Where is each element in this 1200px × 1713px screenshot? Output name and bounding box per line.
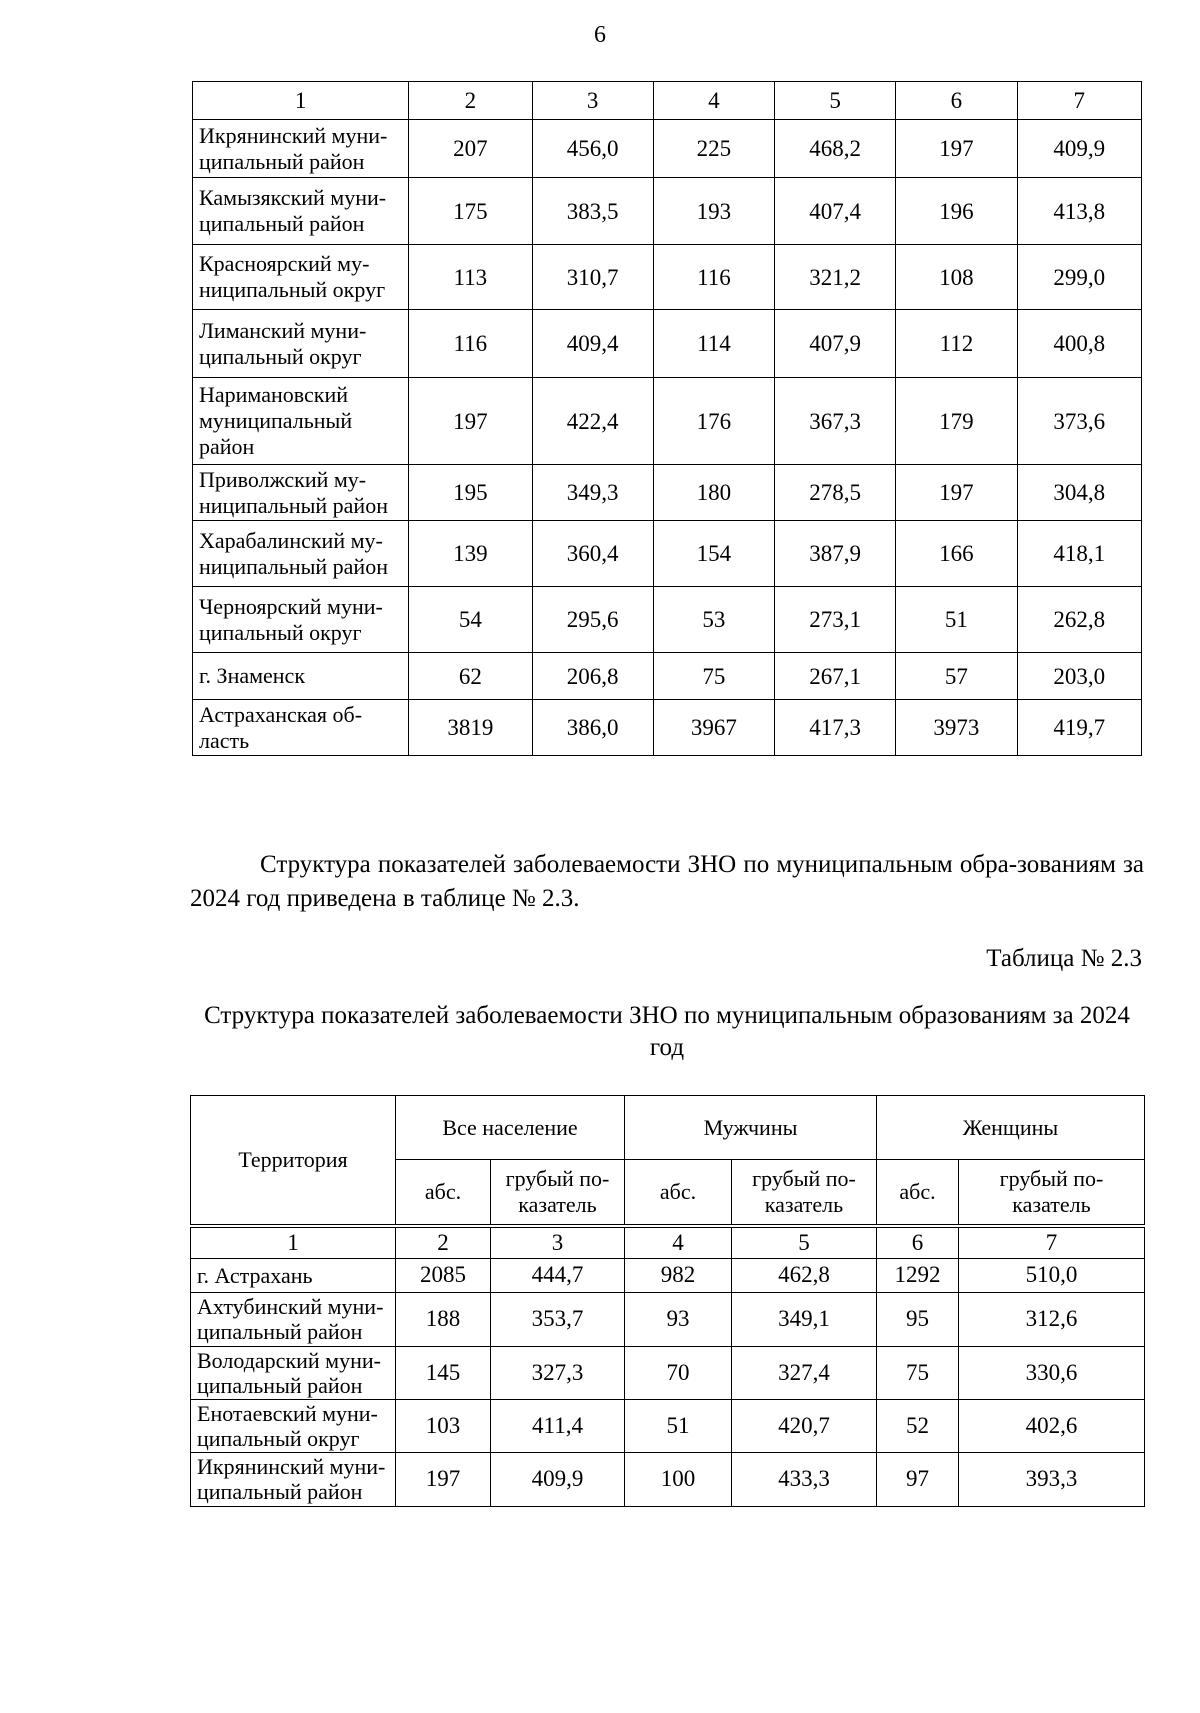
table-cell: 75: [653, 653, 774, 700]
table-cell: 353,7: [491, 1292, 625, 1346]
table-cell: 95: [877, 1292, 959, 1346]
table-cell: 373,6: [1017, 378, 1141, 465]
table-cell: 3967: [653, 700, 774, 756]
table-cell: 108: [896, 245, 1017, 310]
table-cell: 75: [877, 1346, 959, 1399]
abs-header: абс.: [625, 1160, 732, 1226]
column-number: 4: [653, 82, 774, 120]
table-cell: 197: [896, 465, 1017, 521]
table-row: [193, 700, 1142, 756]
table-cell: 97: [877, 1452, 959, 1506]
table-cell: 70: [625, 1346, 732, 1399]
page-number: 6: [594, 22, 606, 48]
table-cell: 413,8: [1017, 178, 1141, 245]
table-cell: 103: [396, 1399, 491, 1452]
table-cell: 62: [409, 653, 532, 700]
table-cell: 114: [653, 310, 774, 378]
column-number: 5: [775, 82, 896, 120]
territory-name: Приволжский му-ниципальный район: [193, 465, 409, 521]
table-cell: 1292: [877, 1258, 959, 1292]
table-cell: 3819: [409, 700, 532, 756]
column-number: 2: [396, 1226, 491, 1259]
table-cell: 176: [653, 378, 774, 465]
table-cell: 267,1: [775, 653, 896, 700]
table-cell: 197: [896, 120, 1017, 178]
table-cell: 444,7: [491, 1258, 625, 1292]
table-cell: 387,9: [775, 521, 896, 587]
territory-name: Красноярский му-ниципальный округ: [193, 245, 409, 310]
table-cell: 349,3: [532, 465, 653, 521]
table-cell: 188: [396, 1292, 491, 1346]
table-cell: 195: [409, 465, 532, 521]
table-row: [193, 465, 1142, 521]
table-cell: 207: [409, 120, 532, 178]
table-cell: 419,7: [1017, 700, 1141, 756]
table-cell: 179: [896, 378, 1017, 465]
column-number: 3: [532, 82, 653, 120]
territory-name: Володарский муни-ципальный район: [191, 1346, 396, 1399]
territory-name: Икрянинский муни-ципальный район: [191, 1452, 396, 1506]
table-cell: 278,5: [775, 465, 896, 521]
table-cell: 193: [653, 178, 774, 245]
table-cell: 2085: [396, 1258, 491, 1292]
morbidity-table-continuation: [192, 81, 1142, 756]
table-cell: 52: [877, 1399, 959, 1452]
group-header-men: Мужчины: [625, 1096, 877, 1160]
table-cell: 203,0: [1017, 653, 1141, 700]
territory-name: Наримановский муниципальный район: [193, 378, 409, 465]
rate-header: грубый по-казатель: [491, 1160, 625, 1226]
table-cell: 393,3: [959, 1452, 1145, 1506]
column-number: 1: [193, 82, 409, 120]
table-cell: 418,1: [1017, 521, 1141, 587]
table-row: [193, 587, 1142, 653]
table-cell: 407,9: [775, 310, 896, 378]
table-cell: 310,7: [532, 245, 653, 310]
table-cell: 402,6: [959, 1399, 1145, 1452]
rate-header: грубый по-казатель: [959, 1160, 1145, 1226]
table-row: [191, 1346, 1145, 1399]
table-cell: 166: [896, 521, 1017, 587]
table-row: [193, 521, 1142, 587]
table-cell: 407,4: [775, 178, 896, 245]
table-cell: 367,3: [775, 378, 896, 465]
table-cell: 113: [409, 245, 532, 310]
territory-name: Енотаевский муни-ципальный округ: [191, 1399, 396, 1452]
column-number: 6: [896, 82, 1017, 120]
table-cell: 330,6: [959, 1346, 1145, 1399]
table-cell: 273,1: [775, 587, 896, 653]
table-cell: 116: [653, 245, 774, 310]
territory-name: Лиманский муни-ципальный округ: [193, 310, 409, 378]
table-cell: 982: [625, 1258, 732, 1292]
table-cell: 422,4: [532, 378, 653, 465]
table-cell: 116: [409, 310, 532, 378]
table-cell: 93: [625, 1292, 732, 1346]
group-header-women: Женщины: [877, 1096, 1145, 1160]
table-cell: 409,9: [491, 1452, 625, 1506]
table-row: [193, 378, 1142, 465]
table-caption: Структура показателей заболеваемости ЗНО по муниципальным образованиям за 2024 год: [204, 1002, 1130, 1061]
table-cell: 349,1: [732, 1292, 877, 1346]
territory-name: Черноярский муни-ципальный округ: [193, 587, 409, 653]
territory-name: Ахтубинский муни-ципальный район: [191, 1292, 396, 1346]
table-cell: 51: [625, 1399, 732, 1452]
table-cell: 327,3: [491, 1346, 625, 1399]
table-cell: 299,0: [1017, 245, 1141, 310]
column-number-row: [191, 1226, 1145, 1259]
table-row: [193, 178, 1142, 245]
table-cell: 360,4: [532, 521, 653, 587]
territory-name: Камызякский муни-ципальный район: [193, 178, 409, 245]
table-cell: 154: [653, 521, 774, 587]
column-number: 3: [491, 1226, 625, 1259]
territory-name: Астраханская об-ласть: [193, 700, 409, 756]
territory-name: г. Астрахань: [191, 1258, 396, 1292]
table-row: [193, 310, 1142, 378]
table-cell: 139: [409, 521, 532, 587]
table-row: [191, 1399, 1145, 1452]
table-cell: 417,3: [775, 700, 896, 756]
table-row: [191, 1292, 1145, 1346]
table-cell: 262,8: [1017, 587, 1141, 653]
table-label: Таблица № 2.3: [986, 945, 1142, 972]
table-cell: 225: [653, 120, 774, 178]
table-cell: 383,5: [532, 178, 653, 245]
territory-header: Территория: [191, 1096, 396, 1226]
table-cell: 327,4: [732, 1346, 877, 1399]
table-cell: 57: [896, 653, 1017, 700]
column-number: 6: [877, 1226, 959, 1259]
table-cell: 321,2: [775, 245, 896, 310]
table-cell: 145: [396, 1346, 491, 1399]
table-cell: 400,8: [1017, 310, 1141, 378]
table-cell: 197: [409, 378, 532, 465]
territory-name: г. Знаменск: [193, 653, 409, 700]
table-cell: 386,0: [532, 700, 653, 756]
table-cell: 456,0: [532, 120, 653, 178]
table-row: [193, 245, 1142, 310]
abs-header: абс.: [877, 1160, 959, 1226]
table-cell: 510,0: [959, 1258, 1145, 1292]
table-cell: 312,6: [959, 1292, 1145, 1346]
body-paragraph: Структура показателей заболеваемости ЗНО по муниципальным обра-зованиям за 2024 год приведена в таблице № 2.3.: [190, 851, 1144, 912]
table-cell: 409,4: [532, 310, 653, 378]
table-cell: 420,7: [732, 1399, 877, 1452]
table-cell: 112: [896, 310, 1017, 378]
table-cell: 468,2: [775, 120, 896, 178]
table-cell: 196: [896, 178, 1017, 245]
abs-header: абс.: [396, 1160, 491, 1226]
table-cell: 197: [396, 1452, 491, 1506]
morbidity-structure-table: [190, 1095, 1145, 1507]
table-cell: 100: [625, 1452, 732, 1506]
table-cell: 175: [409, 178, 532, 245]
column-number: 5: [732, 1226, 877, 1259]
table-cell: 409,9: [1017, 120, 1141, 178]
table-cell: 51: [896, 587, 1017, 653]
table-cell: 180: [653, 465, 774, 521]
table-cell: 304,8: [1017, 465, 1141, 521]
table-row: [191, 1452, 1145, 1506]
column-number: 7: [1017, 82, 1141, 120]
table-cell: 206,8: [532, 653, 653, 700]
table-cell: 53: [653, 587, 774, 653]
table-cell: 295,6: [532, 587, 653, 653]
group-header-all-population: Все население: [396, 1096, 625, 1160]
table-row: [193, 120, 1142, 178]
table-cell: 433,3: [732, 1452, 877, 1506]
territory-name: Икрянинский муни-ципальный район: [193, 120, 409, 178]
column-number: 1: [191, 1226, 396, 1259]
column-number: 2: [409, 82, 532, 120]
rate-header: грубый по-казатель: [732, 1160, 877, 1226]
territory-name: Харабалинский му-ниципальный район: [193, 521, 409, 587]
column-number-row: [193, 82, 1142, 120]
table-row: [193, 653, 1142, 700]
column-number: 4: [625, 1226, 732, 1259]
table-cell: 54: [409, 587, 532, 653]
table-cell: 462,8: [732, 1258, 877, 1292]
table-row: [191, 1258, 1145, 1292]
column-number: 7: [959, 1226, 1145, 1259]
table-cell: 3973: [896, 700, 1017, 756]
table-cell: 411,4: [491, 1399, 625, 1452]
